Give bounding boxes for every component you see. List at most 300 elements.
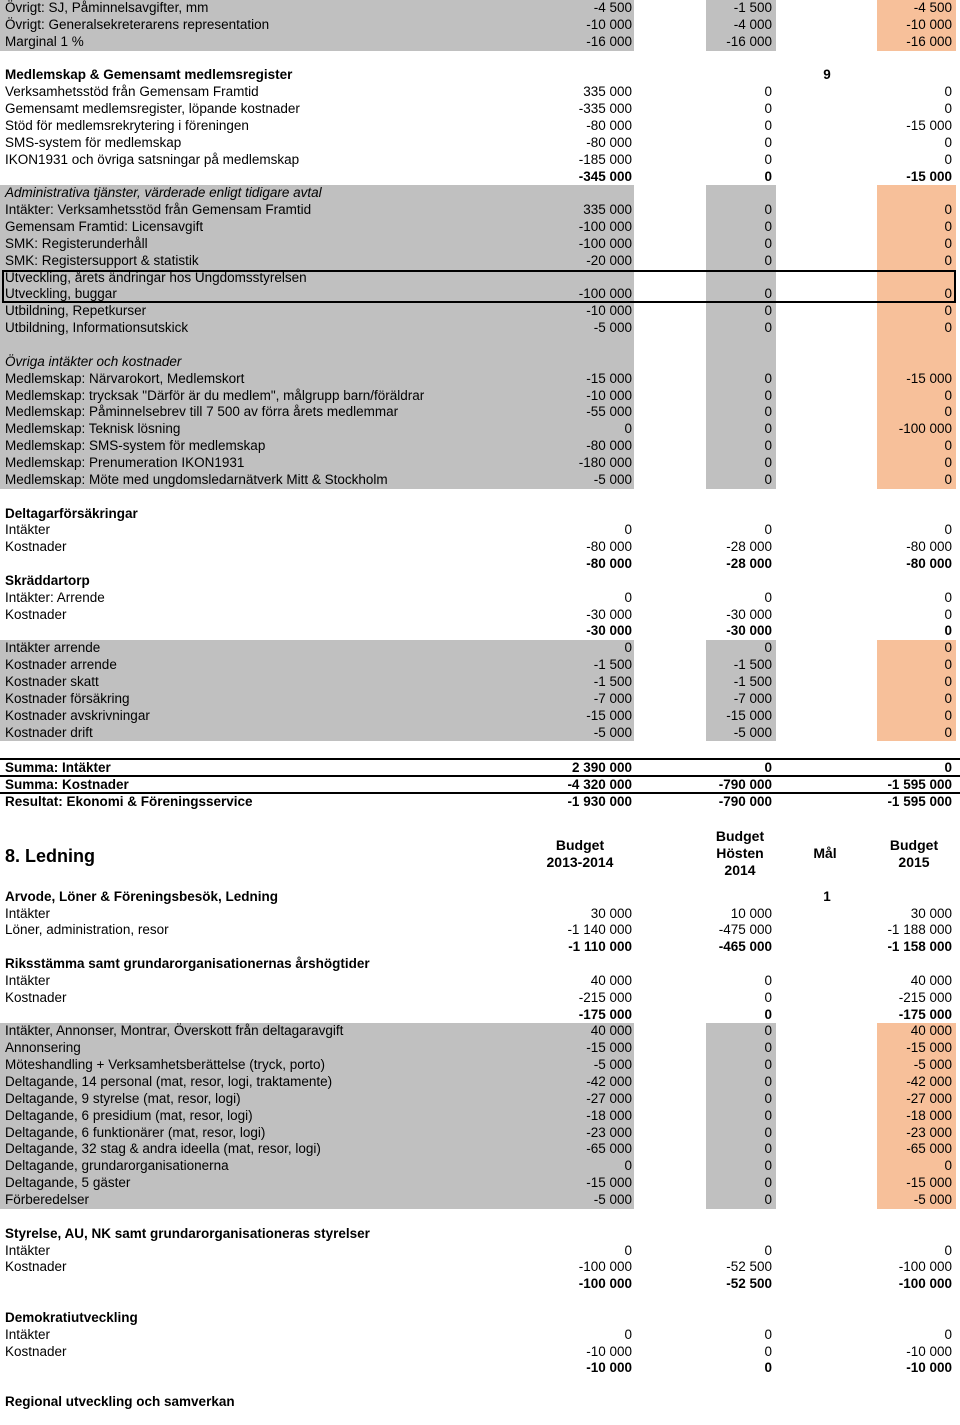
mal — [778, 118, 876, 135]
mal — [778, 51, 876, 68]
budget-2015: 0 — [877, 455, 956, 472]
budget-2015: -10 000 — [906, 1343, 952, 1359]
budget-2013-2014: -175 000 — [578, 1006, 632, 1022]
budget-hosten-2014: -5 000 — [706, 725, 776, 742]
budget-hosten-2014: 0 — [706, 303, 776, 320]
budget-2015: -27 000 — [877, 1091, 956, 1108]
budget-2015: -15 000 — [906, 168, 952, 184]
budget-2015: 0 — [877, 286, 956, 303]
mal — [778, 539, 876, 556]
budget-hosten-2014: -52 500 — [726, 1259, 772, 1275]
mal — [778, 1310, 876, 1327]
budget-2013-2014: -80 000 — [586, 117, 632, 133]
budget-2015 — [877, 1209, 956, 1226]
budget-2013-2014: 40 000 — [590, 972, 632, 988]
budget-2015: -100 000 — [898, 1276, 952, 1292]
budget-2015: -175 000 — [898, 1006, 952, 1022]
budget-hosten-2014: 0 — [706, 320, 776, 337]
budget-2013-2014: 0 — [624, 640, 632, 656]
budget-2013-2014: -7 000 — [593, 690, 632, 706]
budget-2015 — [877, 270, 956, 287]
budget-2013-2014 — [490, 1377, 632, 1394]
table-row — [0, 34, 960, 51]
budget-2013-2014: -1 930 000 — [567, 793, 632, 809]
table-row — [0, 607, 960, 624]
row-label: Utveckling, buggar — [0, 286, 634, 303]
table-row — [0, 84, 960, 101]
budget-hosten-2014 — [706, 51, 776, 68]
budget-2015: 40 000 — [910, 972, 952, 988]
mal — [778, 320, 876, 337]
budget-hosten-2014: -475 000 — [718, 922, 772, 938]
budget-2015: -5 000 — [877, 1057, 956, 1074]
budget-2013-2014: -80 000 — [586, 556, 632, 572]
budget-2013-2014: -1 110 000 — [568, 939, 632, 955]
row-label: Medlemskap: trycksak "Därför är du medlem", målgrupp barn/föräldrar — [0, 388, 634, 405]
budget-2013-2014: 30 000 — [590, 905, 632, 921]
mal — [778, 84, 876, 101]
budget-hosten-2014: 0 — [706, 253, 776, 270]
budget-2013-2014: -5 000 — [593, 320, 632, 336]
budget-2013-2014: -55 000 — [586, 404, 632, 420]
row-label: Intäkter: Verksamhetsstöd från Gemensam Framtid — [0, 202, 634, 219]
mal — [778, 388, 876, 405]
budget-2013-2014: 335 000 — [583, 84, 632, 100]
budget-hosten-2014 — [706, 809, 776, 826]
row-label: Medlemskap: Prenumeration IKON1931 — [0, 455, 634, 472]
mal — [778, 590, 876, 607]
row-label: SMK: Registerunderhåll — [0, 236, 634, 253]
budget-2015 — [877, 51, 956, 68]
budget-hosten-2014: -465 000 — [718, 939, 772, 955]
budget-2015: 0 — [944, 84, 952, 100]
mal — [778, 607, 876, 624]
mal — [778, 640, 876, 657]
row-label: Deltagande, 6 funktionärer (mat, resor, logi) — [0, 1125, 634, 1142]
table-row — [0, 973, 960, 990]
budget-2013-2014: -15 000 — [586, 370, 632, 386]
budget-2013-2014 — [490, 185, 632, 202]
mal — [778, 1125, 876, 1142]
budget-2013-2014: -185 000 — [578, 151, 632, 167]
budget-2013-2014: -80 000 — [586, 438, 632, 454]
budget-hosten-2014: 0 — [706, 1141, 776, 1158]
budget-2015: -80 000 — [906, 539, 952, 555]
table-row — [0, 691, 960, 708]
budget-hosten-2014 — [706, 506, 776, 523]
budget-hosten-2014: 0 — [706, 1091, 776, 1108]
budget-2013-2014 — [490, 573, 632, 590]
budget-hosten-2014: -15 000 — [706, 708, 776, 725]
budget-hosten-2014 — [706, 956, 776, 973]
budget-hosten-2014: -790 000 — [718, 793, 772, 809]
budget-2015 — [877, 185, 956, 202]
table-row — [0, 1007, 960, 1024]
budget-hosten-2014: 0 — [764, 1242, 772, 1258]
budget-2015: -16 000 — [877, 34, 956, 51]
budget-hosten-2014: -30 000 — [726, 623, 772, 639]
mal — [778, 152, 876, 169]
table-row — [0, 404, 960, 421]
row-label: Marginal 1 % — [0, 34, 634, 51]
budget-hosten-2014: 0 — [706, 1057, 776, 1074]
table-row — [0, 152, 960, 169]
table-row — [0, 337, 960, 354]
budget-hosten-2014: 0 — [706, 1040, 776, 1057]
row-label: Resultat: Ekonomi & Föreningsservice — [5, 793, 253, 809]
row-label: Kostnader drift — [0, 725, 634, 742]
row-label: Kostnader — [5, 989, 67, 1005]
mal — [778, 573, 876, 590]
mal — [778, 1007, 876, 1024]
row-label: Kostnader försäkring — [0, 691, 634, 708]
budget-2013-2014: -215 000 — [578, 989, 632, 1005]
mal — [778, 253, 876, 270]
row-label: Arvode, Löner & Föreningsbesök, Ledning — [5, 888, 279, 904]
budget-2015: 0 — [877, 708, 956, 725]
budget-2015: -15 000 — [877, 1175, 956, 1192]
table-row — [0, 539, 960, 556]
col-header-budget-hosten-2014: Budget Hösten 2014 — [715, 827, 765, 878]
mal — [778, 1327, 876, 1344]
row-label: Deltagande, 6 presidium (mat, resor, logi) — [0, 1108, 634, 1125]
budget-2013-2014: 0 — [624, 522, 632, 538]
budget-2013-2014: 0 — [624, 421, 632, 437]
row-label: Regional utveckling och samverkan — [5, 1394, 235, 1410]
budget-hosten-2014: 0 — [706, 455, 776, 472]
row-label: Verksamhetsstöd från Gemensam Framtid — [5, 84, 259, 100]
budget-2015: -4 500 — [877, 0, 956, 17]
budget-2015: 0 — [877, 725, 956, 742]
budget-2015: -18 000 — [877, 1108, 956, 1125]
mal — [778, 657, 876, 674]
budget-2015: 30 000 — [910, 905, 952, 921]
table-row — [0, 889, 960, 906]
budget-2015: 0 — [944, 522, 952, 538]
mal — [778, 1226, 876, 1243]
budget-2013-2014 — [490, 741, 632, 758]
budget-2013-2014: -335 000 — [578, 101, 632, 117]
budget-hosten-2014: -52 500 — [726, 1276, 772, 1292]
budget-hosten-2014 — [706, 270, 776, 287]
budget-hosten-2014: -16 000 — [706, 34, 776, 51]
budget-2013-2014: -23 000 — [586, 1124, 632, 1140]
budget-2015: 0 — [877, 404, 956, 421]
table-row — [0, 1377, 960, 1394]
budget-hosten-2014: 0 — [764, 134, 772, 150]
budget-hosten-2014 — [706, 1226, 776, 1243]
mal — [778, 17, 876, 34]
table-row — [0, 1226, 960, 1243]
budget-2013-2014: -1 500 — [593, 674, 632, 689]
mal — [778, 725, 876, 742]
budget-2013-2014: -30 000 — [586, 606, 632, 622]
row-label: Deltagande, 32 stag & andra ideella (mat, resor, logi) — [0, 1141, 634, 1158]
row-label: Medlemskap: Teknisk lösning — [0, 421, 634, 438]
mal — [778, 1293, 876, 1310]
row-label: Demokratiutveckling — [5, 1309, 138, 1325]
row-label: Medlemskap: Möte med ungdomsledarnätverk Mitt & Stockholm — [0, 472, 634, 489]
budget-hosten-2014 — [706, 337, 776, 354]
mal — [778, 1091, 876, 1108]
budget-hosten-2014: 0 — [706, 404, 776, 421]
table-row — [0, 472, 960, 489]
table-row — [0, 725, 960, 742]
budget-hosten-2014: 0 — [706, 219, 776, 236]
budget-hosten-2014: 0 — [764, 1343, 772, 1359]
mal — [778, 674, 876, 691]
mal — [778, 556, 876, 573]
mal — [778, 169, 876, 186]
table-row — [0, 135, 960, 152]
budget-2015: 0 — [877, 472, 956, 489]
budget-2013-2014: -10 000 — [586, 1360, 632, 1376]
budget-2015: 0 — [944, 623, 952, 639]
budget-hosten-2014: -28 000 — [726, 539, 772, 555]
table-row — [0, 708, 960, 725]
table-row — [0, 421, 960, 438]
table-row — [0, 371, 960, 388]
table-row — [0, 202, 960, 219]
budget-2015: -15 000 — [877, 371, 956, 388]
table-row — [0, 990, 960, 1007]
budget-2015: 0 — [944, 1326, 952, 1342]
mal — [778, 219, 876, 236]
budget-2015: -23 000 — [877, 1125, 956, 1142]
mal — [778, 1108, 876, 1125]
budget-2013-2014: -10 000 — [586, 387, 632, 403]
mal — [778, 101, 876, 118]
table-row — [0, 1276, 960, 1293]
budget-hosten-2014: 0 — [706, 1023, 776, 1040]
table-row — [0, 219, 960, 236]
mal — [778, 990, 876, 1007]
row-label: Övrigt: SJ, Påminnelsavgifter, mm — [0, 0, 634, 17]
table-row — [0, 590, 960, 607]
budget-2013-2014: -100 000 — [578, 235, 632, 251]
table-row — [0, 556, 960, 573]
table-row — [0, 1108, 960, 1125]
row-label: Kostnader — [5, 606, 67, 622]
row-label: Intäkter: Arrende — [5, 589, 105, 605]
table-row — [0, 0, 960, 17]
budget-2015: -10 000 — [877, 17, 956, 34]
mal — [778, 939, 876, 956]
budget-hosten-2014 — [706, 573, 776, 590]
budget-2013-2014: -20 000 — [586, 252, 632, 268]
section-header — [0, 826, 960, 889]
row-label: Deltagande, grundarorganisationerna — [0, 1158, 634, 1175]
table-row — [0, 1310, 960, 1327]
budget-2013-2014: -4 320 000 — [567, 777, 632, 793]
budget-2013-2014: -80 000 — [586, 539, 632, 555]
budget-2013-2014: -100 000 — [578, 219, 632, 235]
row-label: Gemensam Framtid: Licensavgift — [0, 219, 634, 236]
mal — [778, 1175, 876, 1192]
budget-hosten-2014: 0 — [706, 1158, 776, 1175]
budget-2015: 0 — [877, 388, 956, 405]
budget-hosten-2014: 0 — [706, 1074, 776, 1091]
mal — [778, 522, 876, 539]
budget-hosten-2014 — [706, 889, 776, 906]
mal — [778, 371, 876, 388]
row-label: Kostnader — [5, 1343, 67, 1359]
budget-2015: 0 — [877, 202, 956, 219]
budget-2015: 0 — [944, 589, 952, 605]
mal — [778, 236, 876, 253]
budget-hosten-2014 — [706, 1293, 776, 1310]
row-label: Utbildning, Repetkurser — [0, 303, 634, 320]
row-label: Kostnader — [5, 539, 67, 555]
table-row — [0, 1158, 960, 1175]
budget-hosten-2014 — [706, 1377, 776, 1394]
mal — [778, 1141, 876, 1158]
mal — [778, 135, 876, 152]
table-row — [0, 1091, 960, 1108]
mal — [778, 1192, 876, 1209]
row-label: SMK: Registersupport & statistik — [0, 253, 634, 270]
mal — [778, 973, 876, 990]
budget-2015: 0 — [877, 253, 956, 270]
mal — [778, 202, 876, 219]
table-row — [0, 388, 960, 405]
mal — [778, 1057, 876, 1074]
table-row — [0, 1074, 960, 1091]
budget-2013-2014 — [490, 337, 632, 354]
budget-2013-2014: -5 000 — [593, 1191, 632, 1207]
row-label: Riksstämma samt grundarorganisationernas årshögtider — [5, 956, 370, 972]
row-label: Stöd för medlemsrekrytering i föreningen — [5, 117, 249, 133]
budget-2015: 0 — [877, 657, 956, 674]
mal — [778, 708, 876, 725]
budget-2015: 0 — [877, 1158, 956, 1175]
table-row — [0, 169, 960, 186]
row-label: Styrelse, AU, NK samt grundarorganisationeras styrelser — [5, 1225, 370, 1241]
table-row — [0, 1040, 960, 1057]
table-row — [0, 438, 960, 455]
budget-hosten-2014: 0 — [764, 168, 772, 184]
budget-2015: -5 000 — [877, 1192, 956, 1209]
budget-2015: -65 000 — [877, 1141, 956, 1158]
table-row — [0, 1141, 960, 1158]
budget-2015 — [877, 67, 956, 84]
table-row — [0, 17, 960, 34]
table-row — [0, 51, 960, 68]
table-row — [0, 674, 960, 691]
budget-2015: 0 — [877, 640, 956, 657]
budget-2015: -15 000 — [906, 117, 952, 133]
budget-hosten-2014: -7 000 — [706, 691, 776, 708]
mal — [778, 0, 876, 17]
table-row — [0, 354, 960, 371]
row-label: Medlemskap: SMS-system för medlemskap — [0, 438, 634, 455]
mal — [778, 455, 876, 472]
budget-hosten-2014: 0 — [764, 1360, 772, 1376]
table-row — [0, 118, 960, 135]
table-row — [0, 1360, 960, 1377]
table-row — [0, 101, 960, 118]
budget-2013-2014: -30 000 — [586, 623, 632, 639]
budget-2013-2014 — [490, 270, 632, 287]
table-row — [0, 956, 960, 973]
budget-2015: 0 — [877, 674, 956, 691]
table-row — [0, 489, 960, 506]
row-label: Utbildning, Informationsutskick — [0, 320, 634, 337]
budget-2013-2014: -100 000 — [578, 286, 632, 302]
section-title: 8. Ledning — [5, 845, 95, 866]
mal — [778, 421, 876, 438]
budget-2013-2014: -15 000 — [586, 1040, 632, 1056]
mal — [778, 1344, 876, 1361]
mal — [778, 472, 876, 489]
budget-2015: 0 — [944, 151, 952, 167]
budget-2015 — [877, 354, 956, 371]
budget-hosten-2014: 0 — [706, 421, 776, 438]
budget-2013-2014 — [490, 51, 632, 68]
mal — [778, 1243, 876, 1260]
table-row — [0, 303, 960, 320]
budget-2013-2014 — [490, 809, 632, 826]
budget-2015 — [877, 573, 956, 590]
row-label: Gemensamt medlemsregister, löpande kostnader — [5, 101, 300, 117]
table-row — [0, 623, 960, 640]
mal — [778, 34, 876, 51]
mal — [778, 623, 876, 640]
budget-hosten-2014: 0 — [764, 972, 772, 988]
budget-2015: 0 — [877, 691, 956, 708]
budget-2015: -1 595 000 — [887, 793, 952, 809]
table-row — [0, 939, 960, 956]
budget-2015 — [877, 809, 956, 826]
mal — [778, 906, 876, 923]
budget-2013-2014 — [490, 1394, 632, 1411]
budget-2015: -1 188 000 — [887, 922, 952, 938]
mal: 9 — [823, 67, 831, 83]
budget-2013-2014 — [490, 489, 632, 506]
budget-hosten-2014: 0 — [706, 1192, 776, 1209]
table-row — [0, 1344, 960, 1361]
budget-hosten-2014: 0 — [706, 202, 776, 219]
budget-2013-2014: -16 000 — [586, 33, 632, 49]
row-label: Förberedelser — [0, 1192, 634, 1209]
row-label: IKON1931 och övriga satsningar på medlemskap — [5, 151, 300, 167]
row-label: Deltagande, 14 personal (mat, resor, logi, traktamente) — [0, 1074, 634, 1091]
table-row — [0, 1293, 960, 1310]
table-row — [0, 1243, 960, 1260]
budget-2013-2014: -4 500 — [593, 0, 632, 15]
budget-hosten-2014: 0 — [764, 151, 772, 167]
budget-hosten-2014: 0 — [764, 1006, 772, 1022]
table-row — [0, 286, 960, 303]
mal — [778, 1158, 876, 1175]
budget-2013-2014: -65 000 — [586, 1141, 632, 1157]
budget-hosten-2014 — [706, 354, 776, 371]
mal — [778, 1259, 876, 1276]
table-row — [0, 640, 960, 657]
budget-2013-2014: -5 000 — [593, 1057, 632, 1073]
row-label: Kostnader — [5, 1259, 67, 1275]
budget-2015 — [877, 1394, 956, 1411]
row-label: Deltagande, 9 styrelse (mat, resor, logi) — [0, 1091, 634, 1108]
table-row — [0, 320, 960, 337]
table-row — [0, 1023, 960, 1040]
table-row — [0, 1192, 960, 1209]
row-label: Annonsering — [0, 1040, 634, 1057]
table-row — [0, 1057, 960, 1074]
budget-2013-2014 — [490, 67, 632, 84]
budget-hosten-2014: 0 — [706, 640, 776, 657]
budget-hosten-2014 — [706, 67, 776, 84]
